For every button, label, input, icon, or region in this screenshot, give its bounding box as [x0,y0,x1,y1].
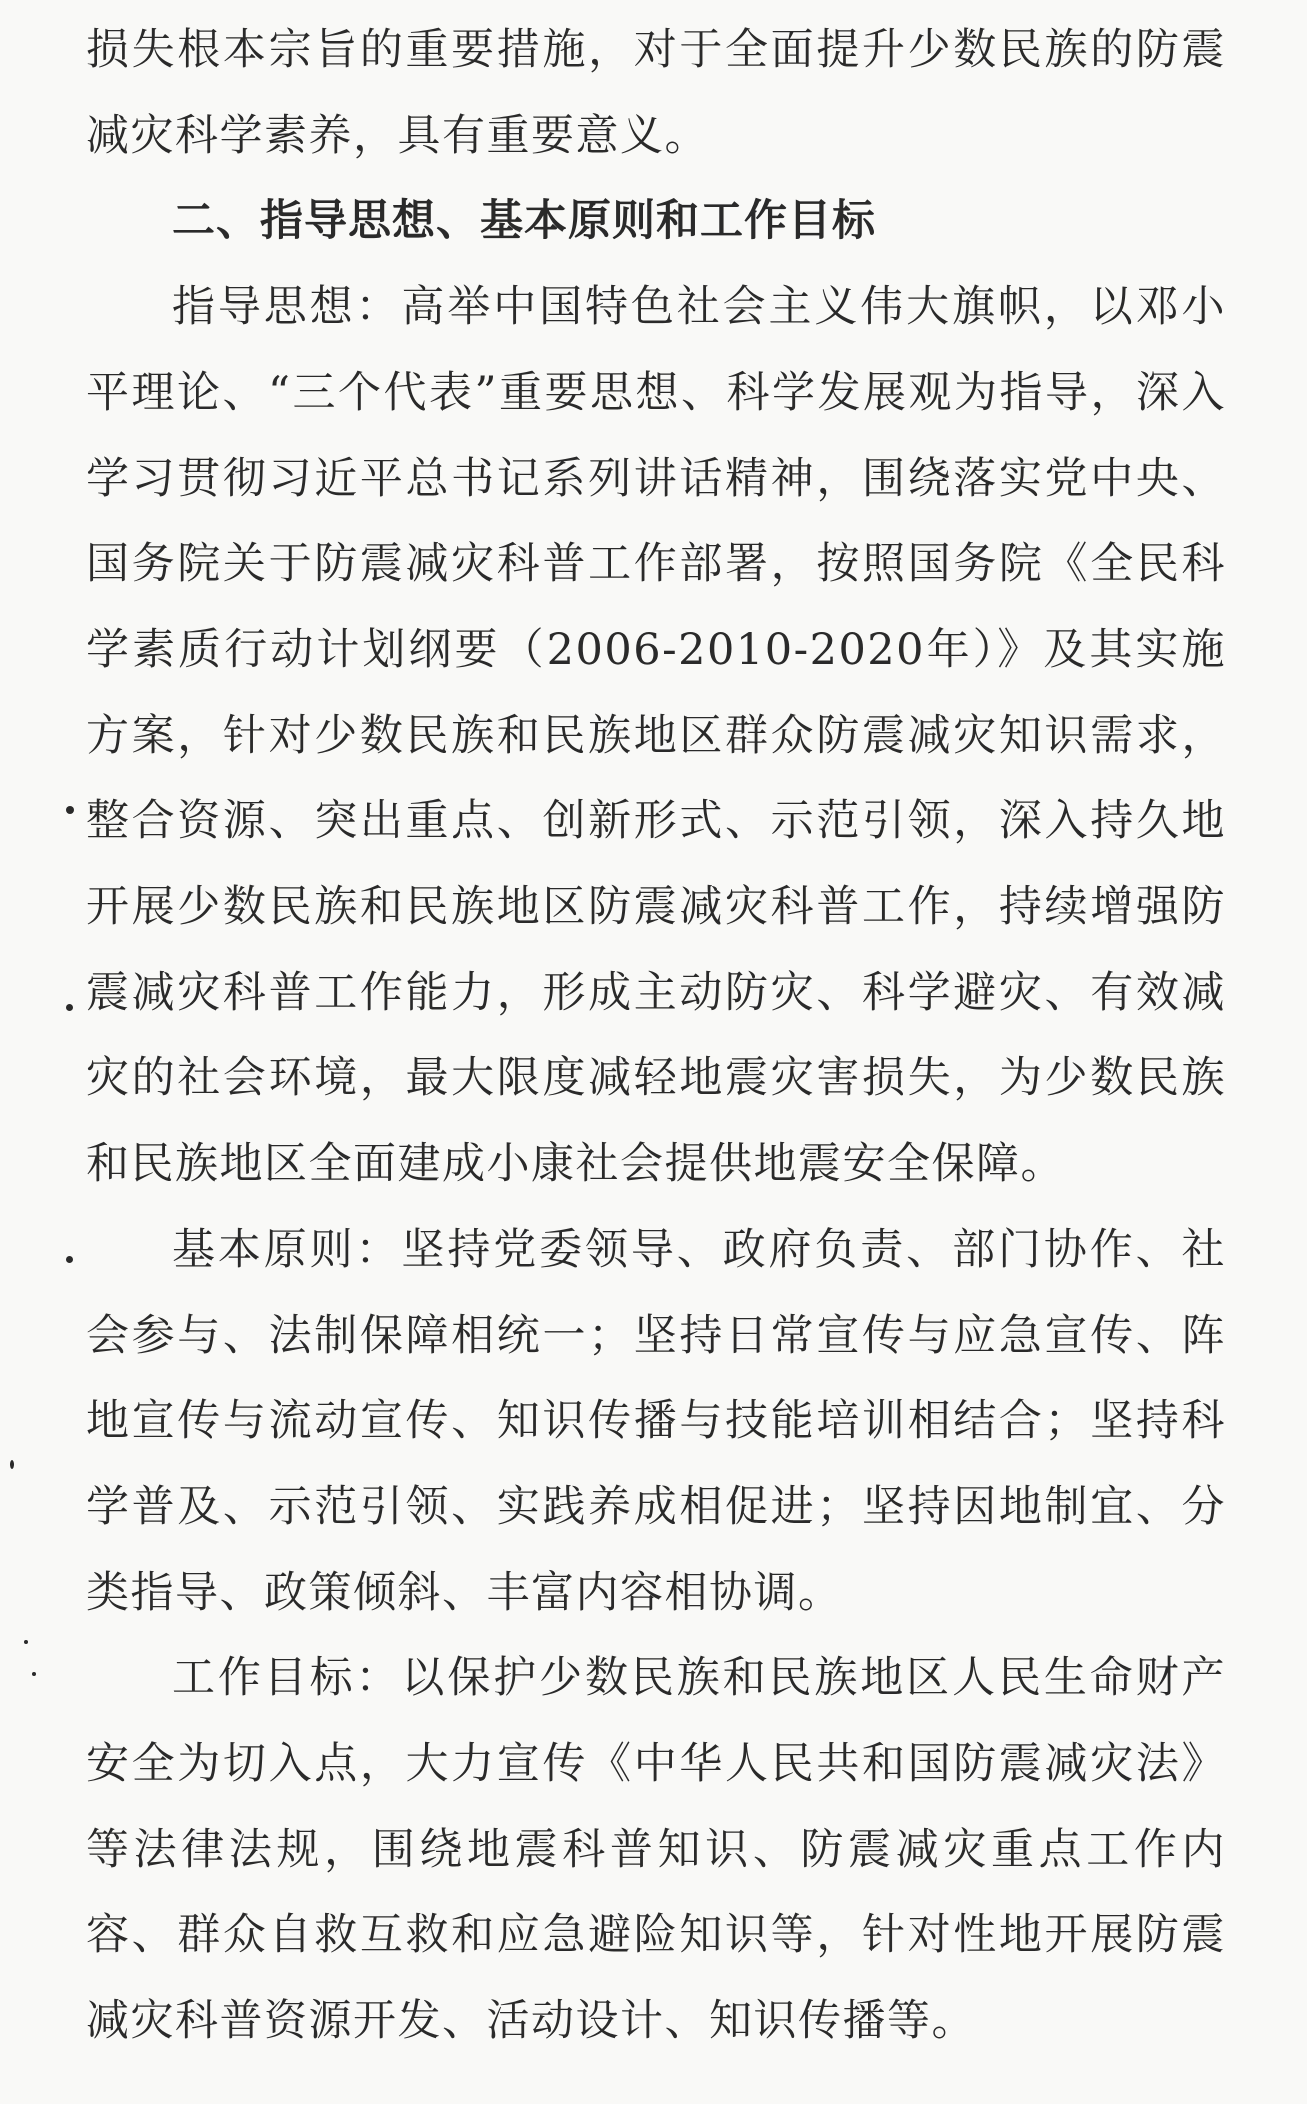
scan-speck [66,806,74,814]
scan-speck [24,1640,28,1644]
scan-speck [10,1460,14,1469]
section-heading: 二、指导思想、基本原则和工作目标 [172,196,876,247]
intro-tail-paragraph: 损失根本宗旨的重要措施，对于全面提升少数民族的防震减灾科学素养，具有重要意义。 [86,25,1226,161]
scan-speck [66,1004,73,1011]
work-goals-paragraph: 工作目标：以保护少数民族和民族地区人民生命财产安全为切入点，大力宣传《中华人民共和国防震减灾法》等法律法规，围绕地震科普知识、防震减灾重点工作内容、群众自救互救和应急避险知识等，针对性地开展防震减灾科普资源开发、活动设计、知识传播等。 [86,1653,1226,2047]
scan-speck [66,1256,73,1263]
basic-principles-paragraph: 基本原则：坚持党委领导、政府负责、部门协作、社会参与、法制保障相统一；坚持日常宣传与应急宣传、阵地宣传与流动宣传、知识传播与技能培训相结合；坚持科学普及、示范引领、实践养成相促进；坚持因地制宜、分类指导、政策倾斜、丰富内容相协调。 [86,1224,1226,1618]
scan-speck [32,1672,36,1676]
guiding-thought-paragraph: 指导思想：高举中国特色社会主义伟大旗帜，以邓小平理论、“三个代表”重要思想、科学发展观为指导，深入学习贯彻习近平总书记系列讲话精神，围绕落实党中央、国务院关于防震减灾科普工作部署，按照国务院《全民科学素质行动计划纲要（2006-2010-2020年）》及其实施方案，针对少数民族和民族地区群众防震减灾知识需求，整合资源、突出重点、创新形式、示范引领，深入持久地开展少数民族和民族地区防震减灾科普工作，持续增强防震减灾科普工作能力，形成主动防灾、科学避灾、有效减灾的社会环境，最大限度减轻地震灾害损失，为少数民族和民族地区全面建成小康社会提供地震安全保障。 [86,282,1226,1190]
document-body [86,8,1226,2065]
